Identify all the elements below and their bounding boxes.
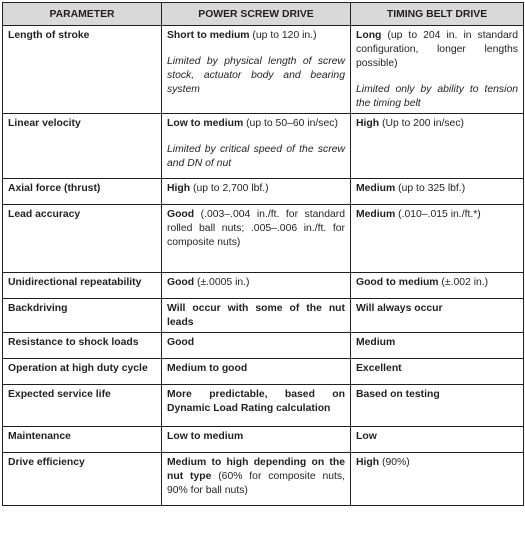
parameter-cell: Maintenance (3, 427, 162, 453)
power-screw-cell (162, 299, 351, 333)
header-parameter: PARAMETER (3, 3, 162, 26)
table-row (3, 26, 524, 114)
table-row (3, 205, 524, 273)
value-detail: (±.0005 in.) (194, 277, 250, 288)
parameter-cell: Operation at high duty cycle (3, 359, 162, 385)
comparison-table (2, 2, 524, 506)
header-power-screw-drive: POWER SCREW DRIVE (162, 3, 351, 26)
value-rating: High (356, 457, 380, 468)
power-screw-cell (162, 333, 351, 359)
parameter-cell: Expected service life (3, 385, 162, 427)
parameter-cell: Length of stroke (3, 26, 162, 114)
value-detail: (60% for composite nuts, 90% for ball nuts) (167, 471, 345, 496)
value-rating: Medium (356, 209, 396, 220)
parameter-cell: Unidirectional repeatability (3, 273, 162, 299)
table-row (3, 273, 524, 299)
power-screw-cell (162, 453, 351, 506)
parameter-cell: Resistance to shock loads (3, 333, 162, 359)
power-screw-cell (162, 359, 351, 385)
timing-belt-cell (351, 205, 524, 273)
value-detail: (90%) (379, 457, 410, 468)
timing-belt-cell (351, 26, 524, 114)
timing-belt-cell (351, 359, 524, 385)
timing-belt-cell (351, 385, 524, 427)
value-rating: Short to medium (167, 30, 250, 41)
power-screw-cell (162, 385, 351, 427)
value-detail: (up to 50–60 in/sec) (243, 118, 338, 129)
value-detail: (up to 120 in.) (249, 30, 317, 41)
value-rating: Medium to good (167, 363, 248, 374)
value-rating: More predictable, based on Dynamic Load Rating calculation (167, 389, 345, 414)
table-row (3, 385, 524, 427)
value-rating: Good (167, 277, 195, 288)
timing-belt-cell (351, 427, 524, 453)
header-timing-belt-drive: TIMING BELT DRIVE (351, 3, 524, 26)
value-detail: (up to 325 lbf.) (395, 183, 466, 194)
parameter-cell: Linear velocity (3, 114, 162, 179)
power-screw-cell (162, 26, 351, 114)
value-rating: Excellent (356, 363, 402, 374)
parameter-cell: Backdriving (3, 299, 162, 333)
table-row (3, 427, 524, 453)
value-detail: (.010–.015 in./ft.*) (395, 209, 481, 220)
timing-belt-cell (351, 179, 524, 205)
value-rating: Long (356, 30, 382, 41)
parameter-cell: Drive efficiency (3, 453, 162, 506)
value-rating: Based on testing (356, 389, 440, 400)
value-rating: Good (167, 337, 195, 348)
table-row (3, 299, 524, 333)
power-screw-cell (162, 114, 351, 179)
value-rating: Will occur with some of the nut leads (167, 303, 345, 328)
limitation-note: Limited only by ability to tension the timing belt (356, 84, 518, 109)
table-body (3, 26, 524, 506)
value-rating: Medium (356, 337, 396, 348)
value-rating: Low (356, 431, 377, 442)
timing-belt-cell (351, 273, 524, 299)
timing-belt-cell (351, 114, 524, 179)
value-rating: High (356, 118, 380, 129)
timing-belt-cell (351, 299, 524, 333)
power-screw-cell (162, 427, 351, 453)
header-row (3, 3, 524, 26)
value-rating: Will always occur (356, 303, 443, 314)
value-rating: Medium to high depending on the nut type (167, 457, 345, 482)
value-detail: (up to 204 in. in standard configuration, longer lengths possible) (356, 30, 518, 69)
table-row (3, 114, 524, 179)
value-detail: (up to 2,700 lbf.) (190, 183, 269, 194)
timing-belt-cell (351, 453, 524, 506)
table-row (3, 179, 524, 205)
value-detail: (.003–.004 in./ft. for standard rolled ball nuts; .005–.006 in./ft. for composite nuts) (167, 209, 345, 248)
value-rating: Good (167, 209, 195, 220)
value-detail: (±.002 in.) (438, 277, 489, 288)
value-rating: Good to medium (356, 277, 439, 288)
timing-belt-cell (351, 333, 524, 359)
limitation-note: Limited by physical length of screw stock, actuator body and bearing system (167, 56, 345, 95)
parameter-cell: Axial force (thrust) (3, 179, 162, 205)
value-detail: (Up to 200 in/sec) (379, 118, 464, 129)
power-screw-cell (162, 205, 351, 273)
table-row (3, 359, 524, 385)
limitation-note: Limited by critical speed of the screw and DN of nut (167, 144, 345, 169)
parameter-cell: Lead accuracy (3, 205, 162, 273)
value-rating: High (167, 183, 191, 194)
power-screw-cell (162, 273, 351, 299)
table-row (3, 333, 524, 359)
table-row (3, 453, 524, 506)
power-screw-cell (162, 179, 351, 205)
value-rating: Low to medium (167, 118, 244, 129)
value-rating: Low to medium (167, 431, 244, 442)
value-rating: Medium (356, 183, 396, 194)
